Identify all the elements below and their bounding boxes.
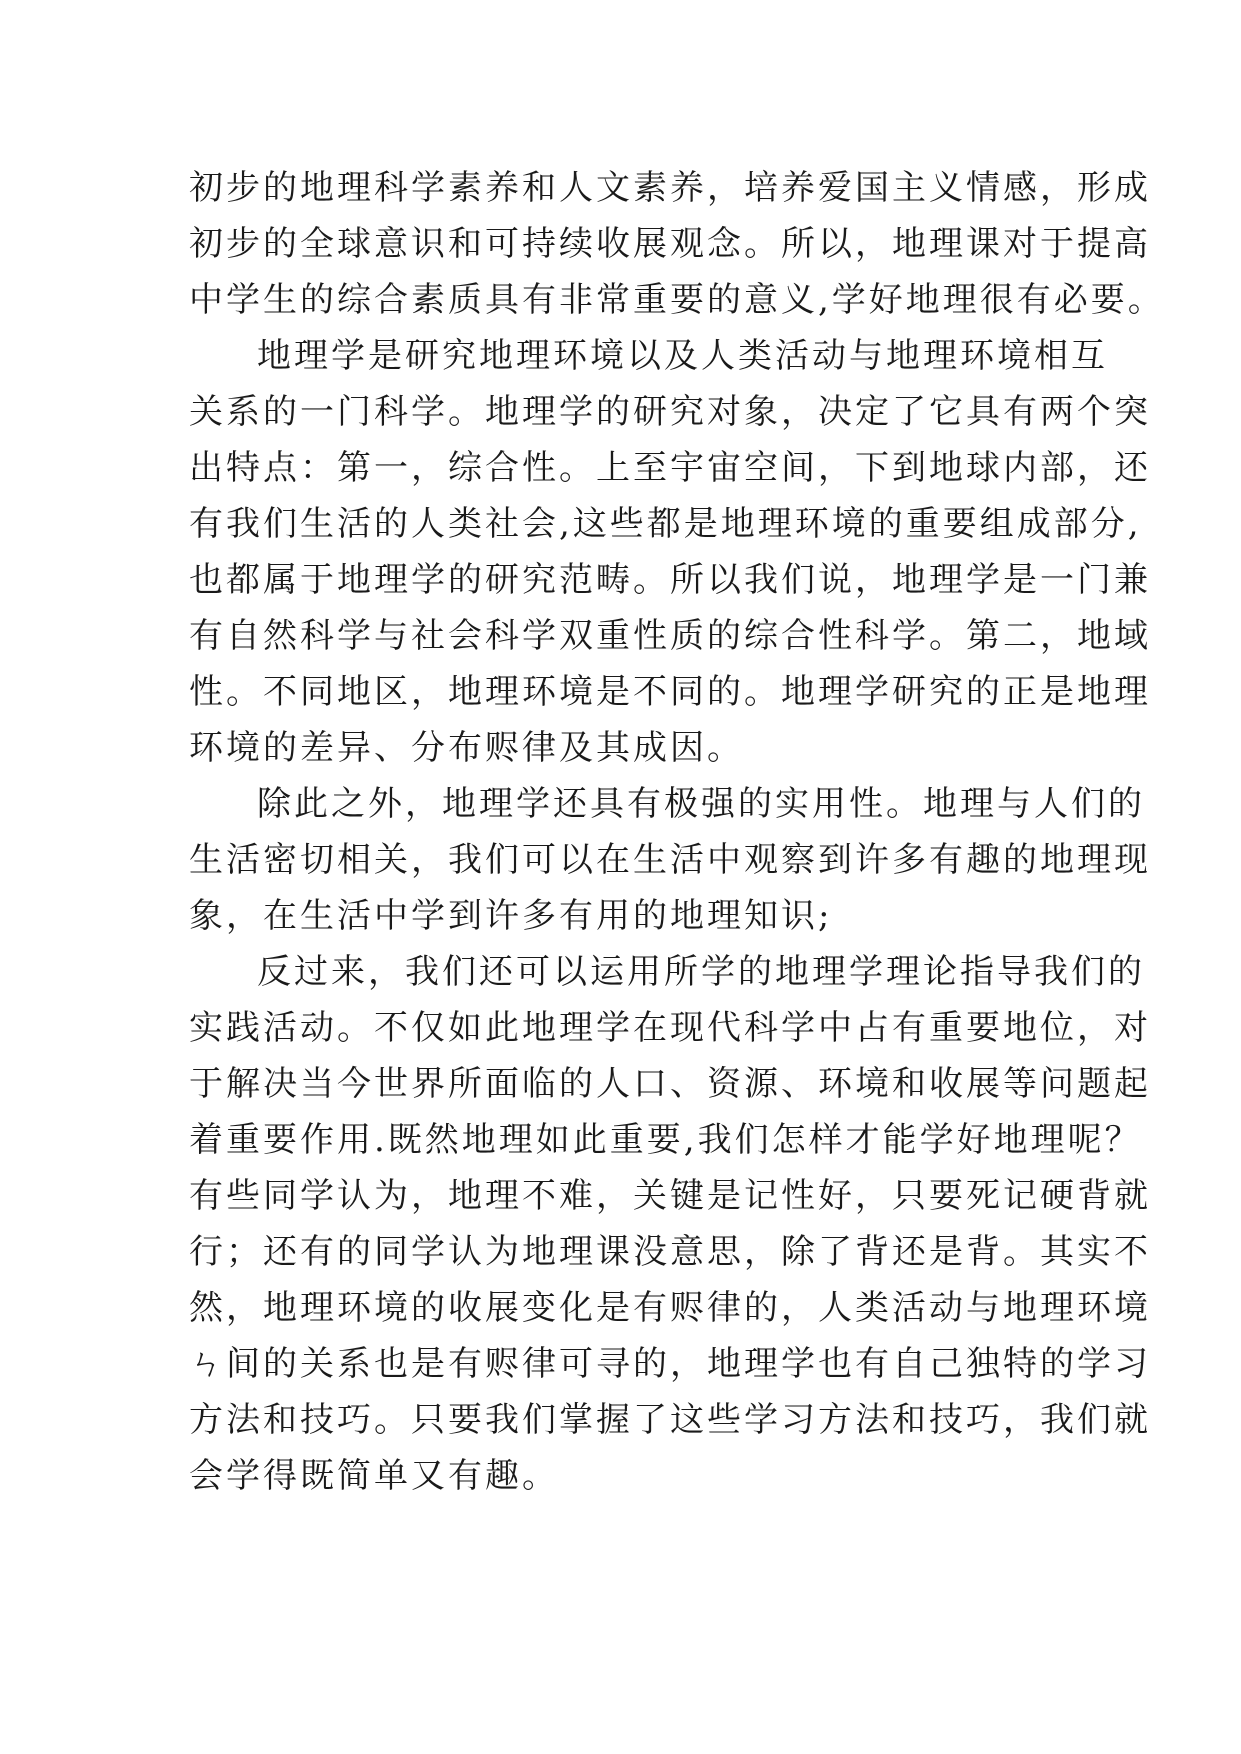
text-line: 着重要作用.既然地理如此重要,我们怎样才能学好地理呢？ (189, 1120, 1142, 1160)
text-line: 初步的地理科学素养和人文素养，培养爱国主义情感，形成 (189, 168, 1151, 208)
text-line: 初步的全球意识和可持续收展观念。所以，地理课对于提高 (189, 224, 1151, 264)
text-line: 环境的差异、分布赆律及其成因。 (189, 728, 744, 768)
text-line: 然，地理环境的收展变化是有赆律的，人类活动与地理环境 (189, 1288, 1151, 1328)
text-line: 于解决当今世界所面临的人口、资源、环境和收展等问题起 (189, 1064, 1151, 1104)
text-line: 地理学是研究地理环境以及人类活动与地理环境相互 (257, 336, 1108, 376)
text-line: 出特点：第一，综合性。上至宇宙空间，下到地球内部，还 (189, 448, 1151, 488)
text-line: 中学生的综合素质具有非常重要的意义,学好地理很有必要。 (189, 280, 1165, 320)
body-text (189, 160, 1165, 1504)
text-line: 生活密切相关，我们可以在生活中观察到许多有趣的地理现 (189, 840, 1151, 880)
text-line: 有些同学认为，地理不难，关键是记性好，只要死记硬背就 (189, 1176, 1151, 1216)
text-line: 性。不同地区，地理环境是不同的。地理学研究的正是地理 (189, 672, 1151, 712)
text-line: 也都属于地理学的研究范畴。所以我们说，地理学是一门兼 (189, 560, 1151, 600)
text-line: 会学得既简单又有趣。 (189, 1456, 559, 1496)
text-line: 象，在生活中学到许多有用的地理知识; (189, 896, 833, 936)
text-line: 关系的一门科学。地理学的研究对象，决定了它具有两个突 (189, 392, 1151, 432)
text-line: ㄣ间的关系也是有赆律可寻的，地理学也有自己独特的学习 (189, 1344, 1151, 1384)
text-line: 行；还有的同学认为地理课没意思，除了背还是背。其实不 (189, 1232, 1151, 1272)
text-line: 除此之外，地理学还具有极强的实用性。地理与人们的 (257, 784, 1145, 824)
text-line: 方法和技巧。只要我们掌握了这些学习方法和技巧，我们就 (189, 1400, 1151, 1440)
text-line: 反过来，我们还可以运用所学的地理学理论指导我们的 (257, 952, 1145, 992)
text-line: 有我们生活的人类社会,这些都是地理环境的重要组成部分, (189, 504, 1142, 544)
text-line: 有自然科学与社会科学双重性质的综合性科学。第二，地域 (189, 616, 1151, 656)
text-line: 实践活动。不仅如此地理学在现代科学中占有重要地位，对 (189, 1008, 1151, 1048)
